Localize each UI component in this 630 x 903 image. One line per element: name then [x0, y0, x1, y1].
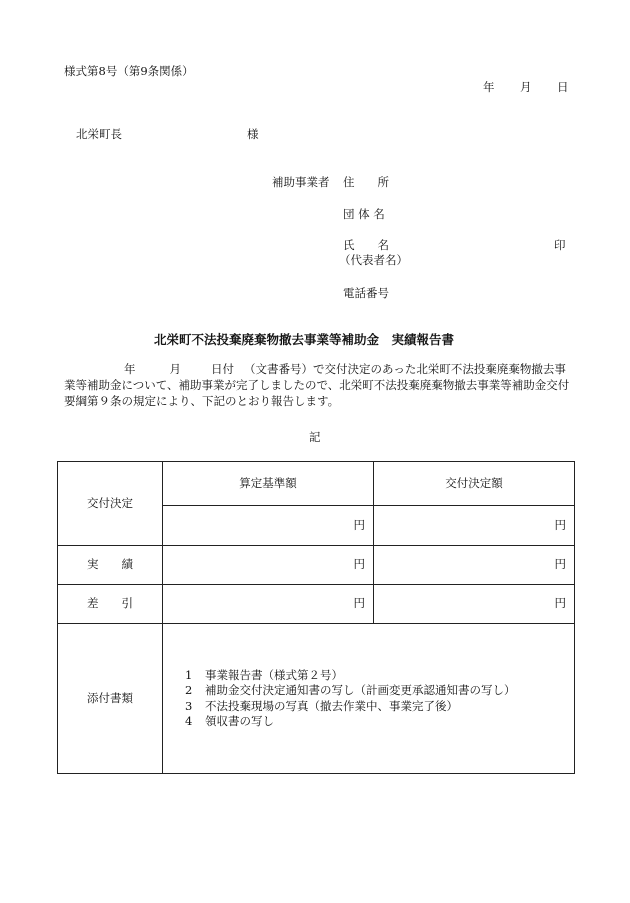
body-paragraph — [64, 361, 576, 409]
row-label-attachments: 添付書類 — [58, 624, 163, 774]
document-title: 北栄町不法投棄廃棄物撤去事業等補助金 実績報告書 — [154, 332, 455, 347]
representative-label: （代表者名） — [339, 253, 408, 267]
org-name-label: 団 体 名 — [343, 207, 385, 221]
list-item: 1 事業報告書（様式第２号） — [185, 667, 343, 682]
cell-decision-decided-yen: 円 — [374, 506, 575, 546]
ki-label: 記 — [309, 430, 321, 444]
form-number: 様式第8号（第9条関係） — [64, 64, 194, 78]
attachments-cell — [163, 624, 575, 774]
name-label: 氏 名 — [343, 238, 389, 252]
addressee-honorific: 様 — [247, 127, 259, 141]
body-year: 年 — [124, 362, 136, 376]
cell-diff-decided-yen: 円 — [374, 585, 575, 624]
col-header-decided-amount: 交付決定額 — [374, 462, 575, 506]
report-table — [57, 461, 575, 774]
seal-mark: 印 — [554, 238, 566, 252]
row-label-difference: 差 引 — [58, 585, 163, 624]
attachment-list — [185, 668, 574, 730]
list-item: 2 補助金交付決定通知書の写し（計画変更承認通知書の写し） — [185, 683, 516, 697]
phone-label: 電話番号 — [343, 286, 389, 300]
cell-diff-base-yen: 円 — [163, 585, 374, 624]
date-year: 年 — [483, 80, 495, 94]
cell-decision-base-yen: 円 — [163, 506, 374, 546]
date-day: 日 — [557, 80, 569, 94]
list-item: 4 領収書の写し — [185, 714, 274, 728]
col-header-base-amount: 算定基準額 — [163, 462, 374, 506]
row-label-decision: 交付決定 — [58, 462, 163, 546]
address-label: 住 所 — [343, 175, 389, 189]
row-label-actual: 実 績 — [58, 546, 163, 585]
applicant-role-label: 補助事業者 — [272, 175, 330, 189]
body-month: 月 — [169, 362, 181, 376]
body-date-suffix: 日付 — [211, 362, 234, 376]
list-item: 3 不法投棄現場の写真（撤去作業中、事業完了後） — [185, 698, 458, 713]
date-month: 月 — [520, 80, 532, 94]
cell-actual-base-yen: 円 — [163, 546, 374, 585]
cell-actual-decided-yen: 円 — [374, 546, 575, 585]
addressee-name: 北栄町長 — [76, 127, 122, 141]
body-text: （文書番号）で交付決定のあった北栄町不法投棄廃棄物撤去事業等補助金について、補助事業が完了しましたので、北栄町不法投棄廃棄物撤去事業等補助金交付要綱第９条の規定により、下記のとおり報告します。 — [64, 362, 570, 408]
